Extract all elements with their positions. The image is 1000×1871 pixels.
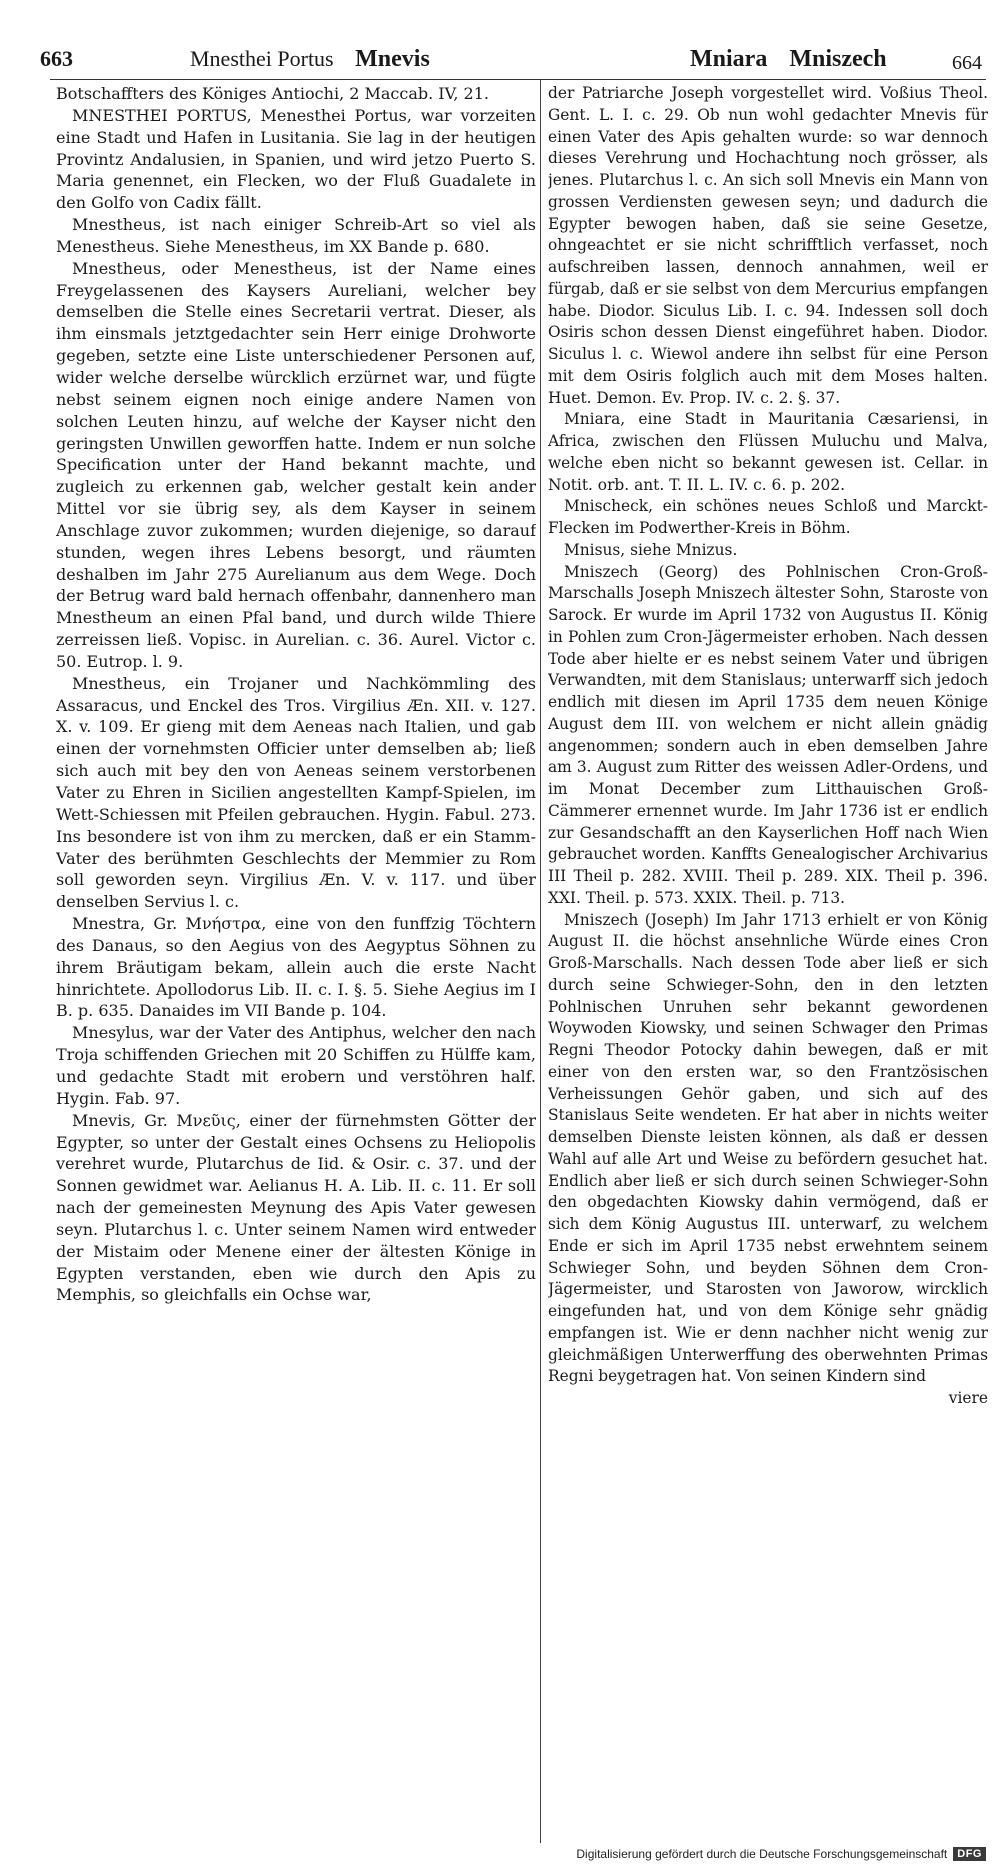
left-running-head <box>190 46 430 73</box>
catchword-bottom: viere <box>948 1389 988 1407</box>
entry-mnischeck: Mnischeck, ein schönes neues Schloß und Marckt-Flecken im Podwerther-Kreis in Böhm. <box>548 497 988 537</box>
header-rule <box>50 79 986 80</box>
page-number-right: 664 <box>952 52 982 74</box>
entry-mniszech-georg: Mniszech (Georg) des Pohlnischen Cron-Groß-Marschalls Joseph Mniszech ältester Sohn, Staroste von Sarock. Er wurde im April 1732 von Augustus II. König in Pohlen zum Cron-Jägermeister erhoben. Nach dessen Tode aber hielte er es nebst seinem Vater und übrigen Verwandten, mit dem Stanislaus; unterwarff sich jedoch endlich mit diesen im April 1735 dem neuen Könige August dem III. von welchem er nicht allein gnädig angenommen; sondern auch in eben demselben Jahre am 3. August zum Ritter des weissen Adler-Ordens, und im Monat December zum Litthauischen Groß-Cämmerer ernennet wurde. Im Jahr 1736 ist er endlich zur Gesandschafft an den Kayserlichen Hoff nach Wien gebrauchet worden. Kanffts Genealogischer Archivarius III Theil p. 282. XVIII. Theil p. 289. XIX. Theil p. 396. XXI. Theil. p. 573. XXIX. Theil. p. 713. <box>548 562 988 907</box>
entry-mnestheus-2: Mnestheus, oder Menestheus, ist der Name eines Freygelassenen des Kaysers Aureliani, welcher bey demselben die Stelle eines Secretarii vertrat. Dieser, als ihm einsmals jetztgedachter sein Herr einige Drohworte gegeben, setzte eine Liste unterschiedener Personen auf, wider welche derselbe würcklich erzürnet war, und fügte nebst seinem eignen noch einige andere Namen von solchen Leuten hinzu, auf welche der Kayser nicht den geringsten Unwillen geworffen hatte. Indem er nun solche Specification unter der Hand bekannt machte, und zugleich zu erkennen gab, welcher gestalt kein ander Mittel vor sie übrig sey, als dem Kayser in seinem Anschlage zuvor zukommen; wurden diejenige, so darauf stunden, wegen ihres Lebens besorgt, und räumten deshalben im Jahr 275 Aurelianum aus dem Wege. Doch der Betrug ward bald hernach offenbahr, dannenhero man Mnestheum an einen Pfal band, und durch wilde Thiere zerreissen ließ. Vopisc. in Aurelian. c. 36. Aurel. Victor c. 50. Eutrop. l. 9. <box>56 258 536 671</box>
right-running-head <box>690 46 887 73</box>
continuation-paragraph: Botschaffters des Königes Antiochi, 2 Maccab. IV, 21. <box>56 84 489 103</box>
entry-mnevis: Mnevis, Gr. Μνεῦις, einer der fürnehmsten Götter der Egypter, so unter der Gestalt eines Ochsens zu Heliopolis verehret wurde, Plutarchus de Iid. & Osir. c. 37. und der Sonnen gewidmet war. Aelianus H. A. Lib. II. c. 11. Er soll nach der gemeinesten Meynung des Apis Vater gewesen seyn. Plutarchus l. c. Unter seinem Namen wird entweder der Mistaim oder Menene einer der ältesten Könige in Egypten verstanden, eben wie durch den Apis zu Memphis, so gleichfalls ein Ochse war, <box>56 1110 536 1305</box>
digitization-footer <box>576 1847 986 1861</box>
entry-mniara: Mniara, eine Stadt in Mauritania Cæsariensi, in Africa, zwischen den Flüssen Muluchu und Malva, welche eben nicht so bekannt gewesen ist. Cellar. in Notit. orb. ant. T. II. L. IV. c. 6. p. 202. <box>548 410 988 494</box>
entry-mnestheus-1: Mnestheus, ist nach einiger Schreib-Art so viel als Menestheus. Siehe Menestheus, im XX Bande p. 680. <box>56 215 536 256</box>
column-divider <box>540 80 541 1843</box>
left-catchword: Mnevis <box>355 46 430 72</box>
entry-mnesylus: Mnesylus, war der Vater des Antiphus, welcher den nach Troja schiffenden Griechen mit 20 Schiffen zu Hülffe kam, und gedachte Stadt mit erobern und verstöhren half. Hygin. Fab. 97. <box>56 1023 536 1108</box>
entry-mniszech-joseph: Mniszech (Joseph) Im Jahr 1713 erhielt er von König August II. die höchst ansehnliche Würde eines Cron Groß-Marschalls. Nach dessen Tode aber ließ er sich durch seine Schwieger-Sohn, den in den letzten Pohlnischen Unruhen sehr bekannt gewordenen Woywoden Kiowsky, und seinen Schwager den Primas Regni Theodor Potocky dahin bewegen, daß er mit einer von den ersten war, so den Frantzösischen Verheissungen Gehör gaben, und sich auf des Stanislaus Seite wendeten. Er hat aber in nichts weiter demselben Dienste leisten können, als daß er dessen Wahl auf alle Art und Weise zu befördern gesuchet hat. Endlich aber ließ er sich durch seinen Schwieger-Sohn den obgedachten Kiowsky dahin vermögend, daß er sich dem König Augustus III. unterwarf, zu welchem Ende er sich im April 1735 nebst erwehntem seinem Schwieger Sohn, und beyden Söhnen dem Cron-Jägermeister, und Starosten von Jaworow, wircklich eingefunden hat, und von dem Könige sehr gnädig empfangen ist. Wie er denn nachher nicht wenig zur gleichmäßigen Unterwerffung des oberwehnten Primas Regni beygetragen hat. Von seinen Kindern sind <box>548 910 988 1386</box>
continuation-paragraph: der Patriarche Joseph vorgestellet wird. Voßius Theol. Gent. L. I. c. 29. Ob nun wohl gedachter Mnevis für einen Vater des Apis gehalten wurde: so war dennoch dieses Verehrung und Hochachtung noch grösser, als jenes. Plutarchus l. c. An sich soll Mnevis ein Mann von grossen Verdiensten gewesen seyn; und dadurch die Egypter bewogen haben, daß sie seine Gesetze, ohngeachtet er sie nicht schrifftlich verfasset, noch aufschreiben lassen, dennoch annahmen, weil er fürgab, daß er sie selbst von dem Mercurius empfangen habe. Diodor. Siculus Lib. I. c. 94. Indessen soll doch Osiris schon dessen Dienst eingeführet haben. Diodor. Siculus l. c. Wiewol andere ihn selbst für eine Person mit dem Osiris folglich auch mit dem Moses halten. Huet. Demon. Ev. Prop. IV. c. 2. §. 37. <box>548 84 988 407</box>
entry-mnestra: Mnestra, Gr. Μνήστρα, eine von den funffzig Töchtern des Danaus, so den Aegius von des Aegyptus Söhnen zu ihrem Bräutigam bekam, allein auch die erste Nacht hinrichtete. Apollodorus Lib. II. c. I. §. 5. Siehe Aegius im I B. p. 635. Danaides im VII Bande p. 104. <box>56 914 536 1021</box>
footer-text: Digitalisierung gefördert durch die Deutsche Forschungsgemeinschaft <box>576 1847 948 1861</box>
right-catchword-2: Mniszech <box>789 46 887 72</box>
right-column <box>548 83 988 1838</box>
entry-mnestheus-3: Mnestheus, ein Trojaner und Nachkömmling des Assaracus, und Enckel des Tros. Virgilius Æn. XII. v. 127. X. v. 109. Er gieng mit dem Aeneas nach Italien, und gab einen der vornehmsten Officier unter demselben ab; ließ sich auch mit bey den von Aeneas seinem verstorbenen Vater zu Ehren in Sicilien angestellten Kampf-Spielen, im Wett-Schiessen mit Pfeilen gebrauchen. Hygin. Fabul. 273. Ins besondere ist von ihm zu mercken, daß er ein Stamm-Vater des berühmten Geschlechts der Memmier zu Rom soll geworden seyn. Virgilius Æn. V. v. 117. und über denselben Servius l. c. <box>56 673 536 912</box>
entry-mnesthei-portus: MNESTHEI PORTUS, Menesthei Portus, war vorzeiten eine Stadt und Hafen in Lusitania. Sie lag in der heutigen Provintz Andalusien, in Spanien, und wird jetzo Puerto S. Maria genennet, ein Flecken, wo der Fluß Guadalete in den Golfo von Cadix fällt. <box>56 105 536 213</box>
dfg-logo: DFG <box>953 1847 986 1861</box>
running-header <box>40 42 982 78</box>
entry-mnisus: Mnisus, siehe Mnizus. <box>564 540 738 559</box>
left-column <box>56 83 536 1838</box>
left-running-head-title: Mnesthei Portus <box>190 46 334 71</box>
right-catchword-1: Mniara <box>690 46 768 72</box>
page-number-left: 663 <box>40 46 73 71</box>
